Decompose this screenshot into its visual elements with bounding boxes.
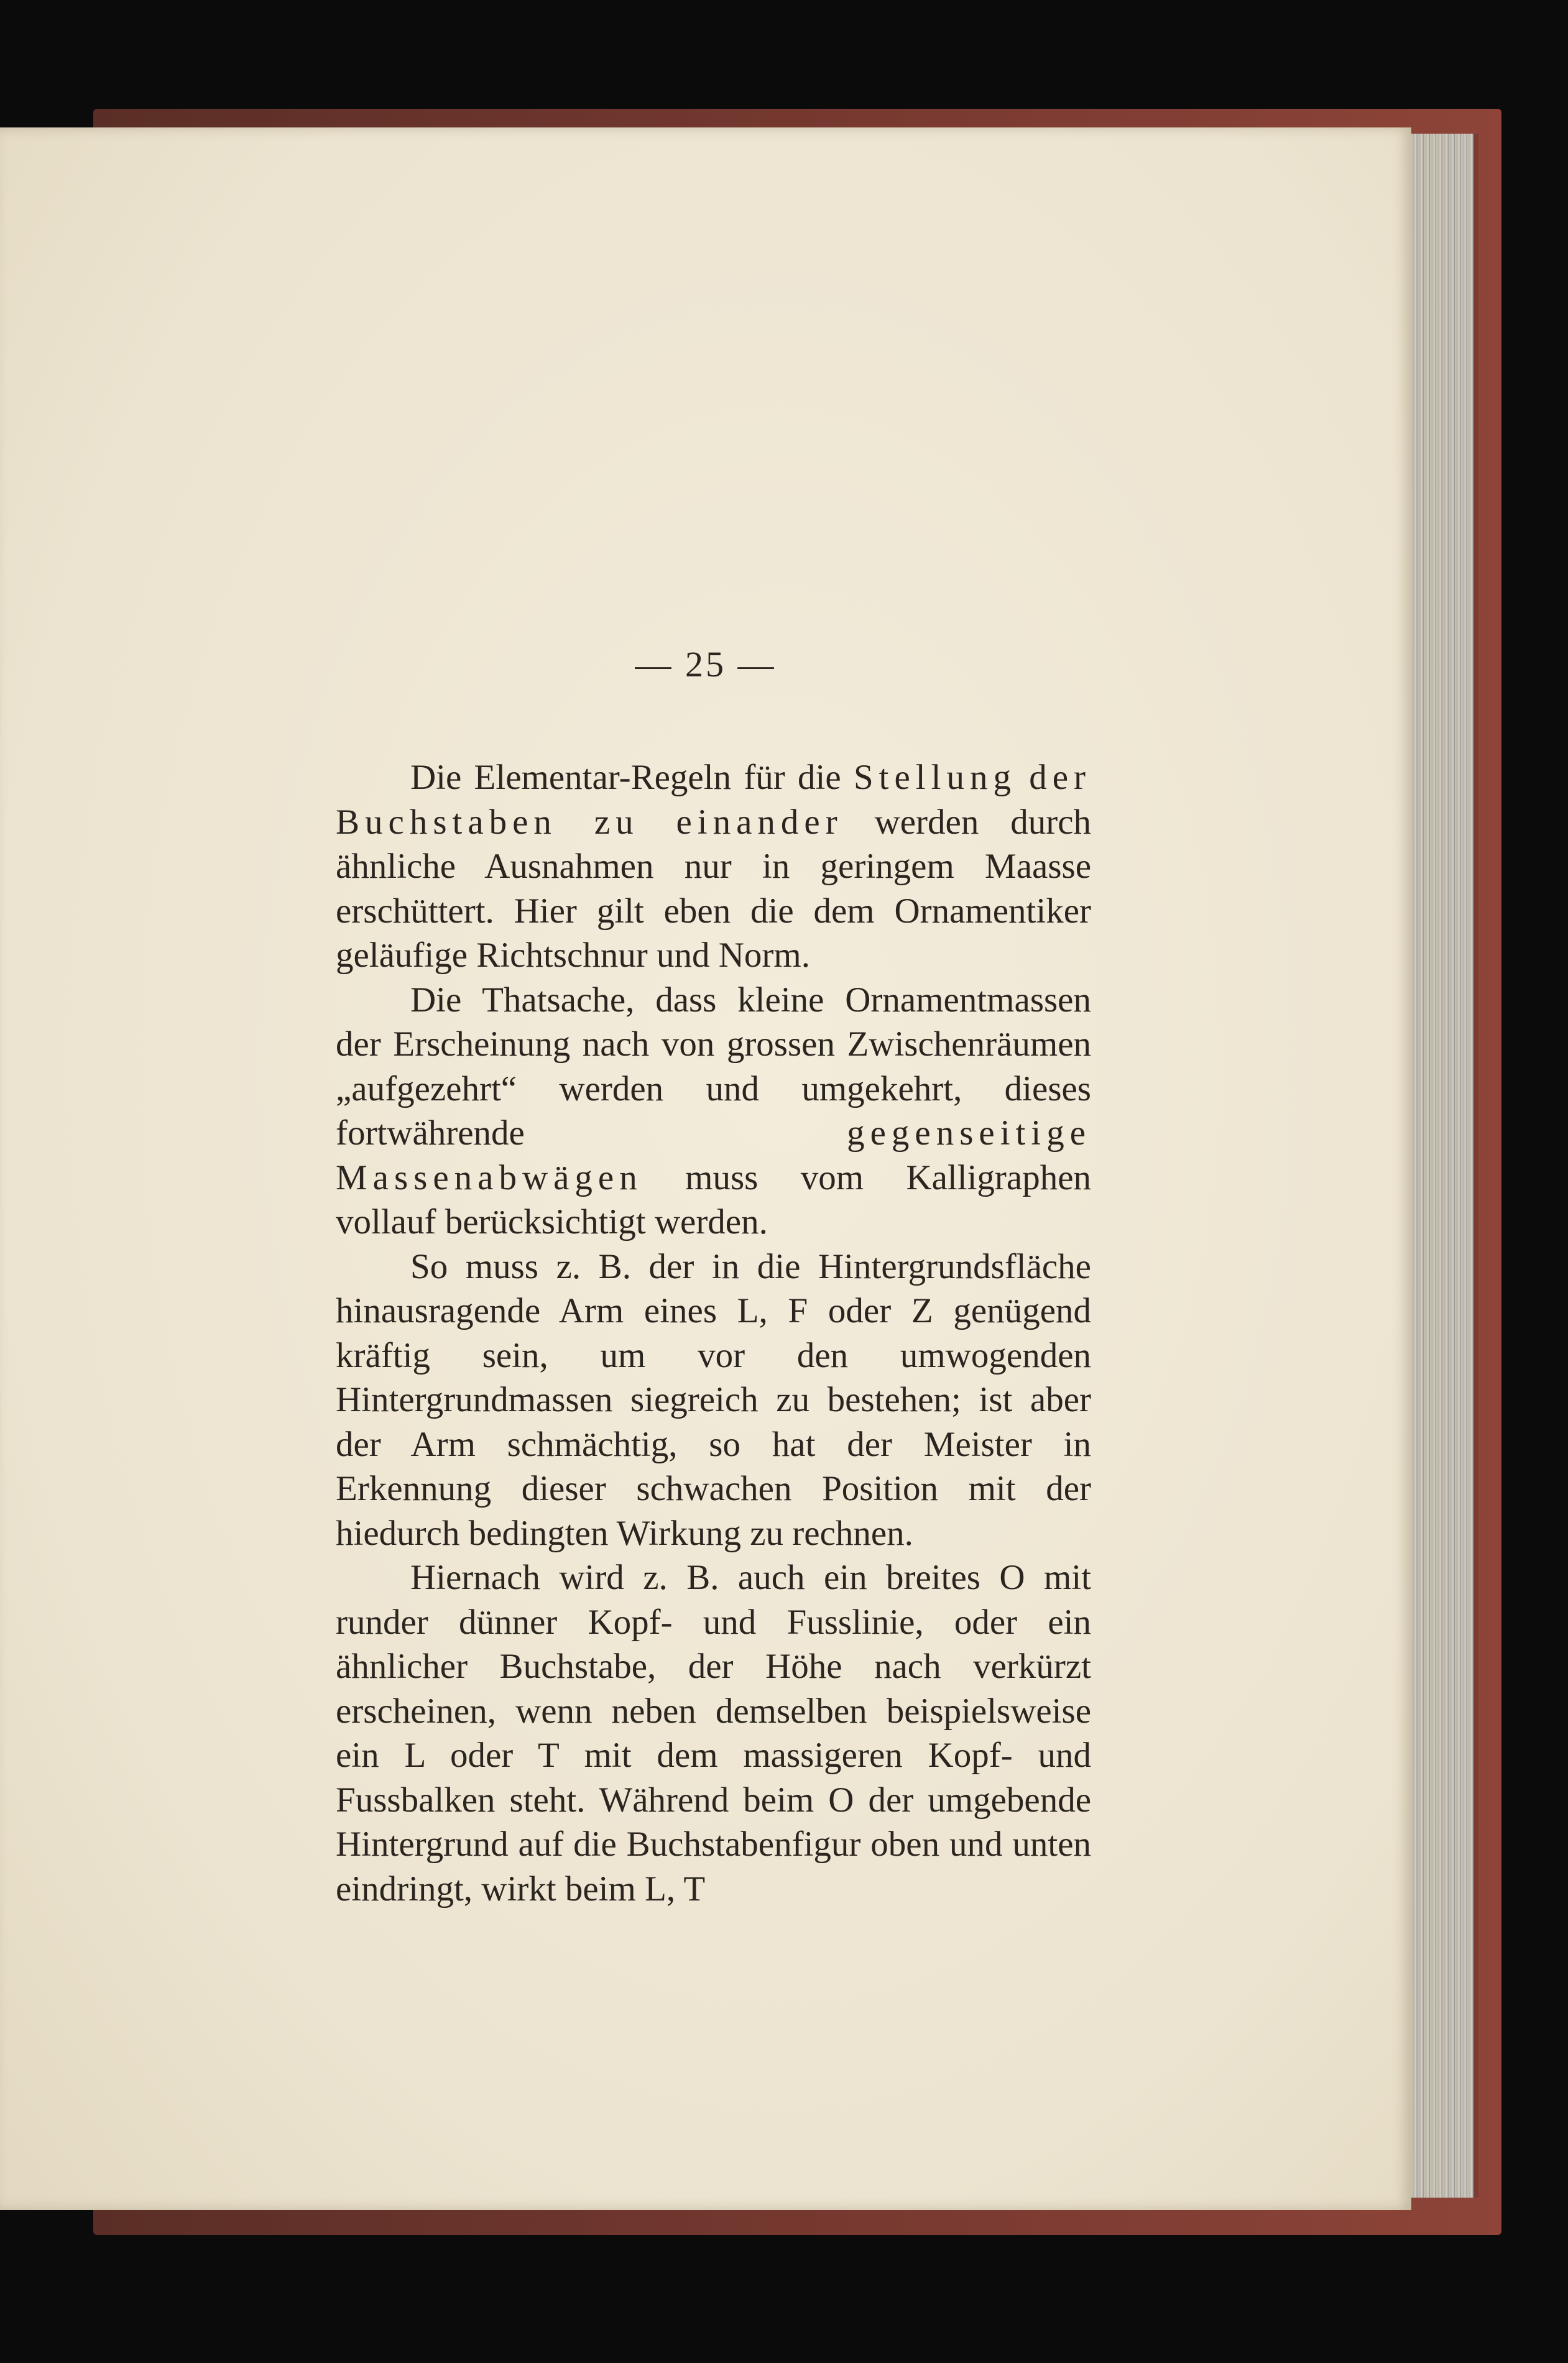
spaced-emphasis: Stellung — [853, 758, 1017, 797]
text-run: Die Thatsache, dass kleine Ornamentmassen der Erscheinung nach von grossen Zwischenräumen „aufgezehrt“ werden und umgekehrt, dieses fortwährende — [336, 980, 1091, 1153]
paragraph — [336, 1245, 1091, 1556]
spaced-emphasis: der Buchstaben zu einander — [336, 758, 1091, 842]
text-run: Hiernach wird z. B. auch ein breites O mit runder dünner Kopf- und Fusslinie, oder ein ähnlicher Buchstabe, der Höhe nach verkürzt erscheinen, wenn neben demselben beispielsweise ein L oder T mit dem massigeren Kopf- und Fussbalken steht. Während beim O der umgebende Hintergrund auf die Buchstabenfigur oben und unten eindringt, wirkt beim L, T — [336, 1558, 1091, 1909]
text-run: muss vom Kalligraphen vollauf berücksichtigt werden. — [336, 1158, 1091, 1241]
page-number: — 25 — — [635, 644, 777, 684]
paragraph — [336, 978, 1091, 1245]
text-run: werden durch ähnliche Ausnahmen nur in geringem Maasse erschüttert. Hier gilt eben die dem Ornamentiker geläufige Richtschnur und Norm. — [336, 802, 1092, 975]
text-run: Die Elementar-Regeln für die — [410, 758, 854, 797]
book-page — [0, 127, 1411, 2210]
text-run — [1017, 758, 1029, 797]
text-run: So muss z. B. der in die Hintergrundsfläche hinausragende Arm eines L, F oder Z genügend kräftig sein, um vor den umwogenden Hintergrundmassen siegreich zu bestehen; ist aber der Arm schmächtig, so hat der Meister in Erkennung dieser schwachen Position mit der hiedurch bedingten Wirkung zu rechnen. — [336, 1246, 1091, 1553]
body-text — [336, 755, 1091, 1911]
paragraph — [336, 1555, 1091, 1911]
spaced-emphasis: gegenseitige Massenabwägen — [336, 1113, 1091, 1197]
paragraph — [336, 755, 1091, 978]
